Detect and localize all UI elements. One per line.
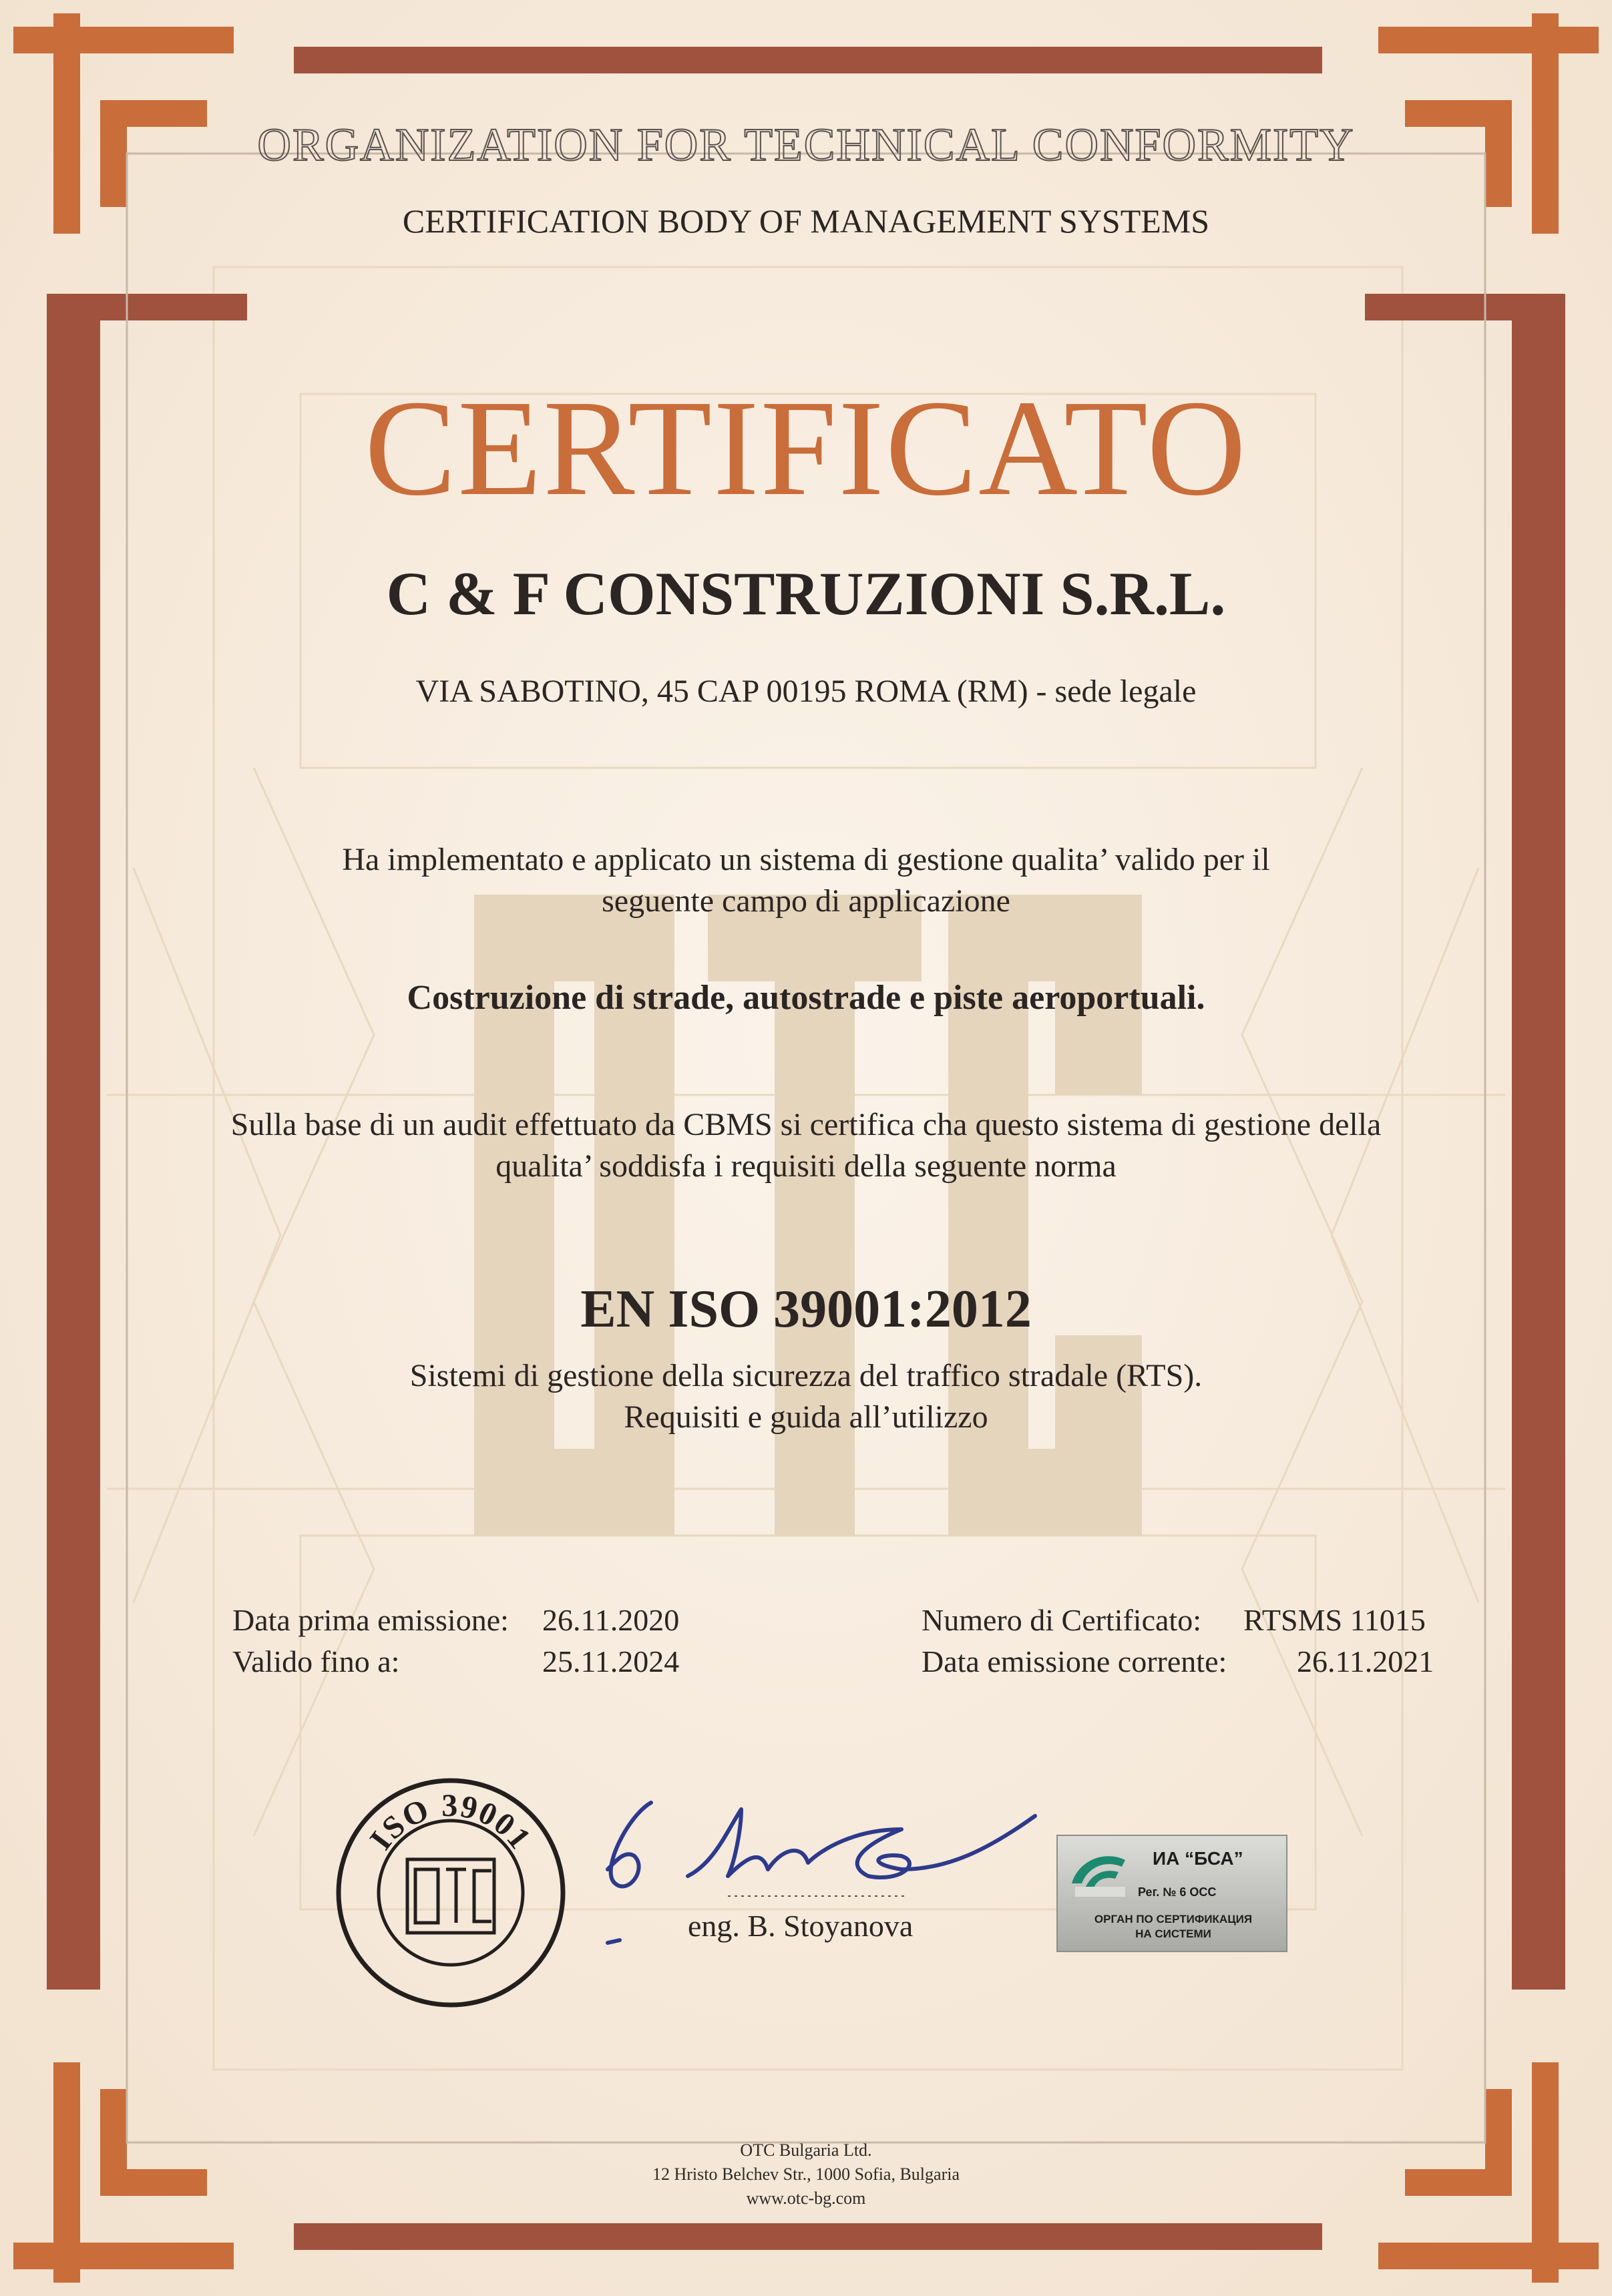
scope-of-application: Costruzione di strade, autostrade e piste aeroportuali. xyxy=(407,979,1205,1017)
organization-name: ORGANIZATION FOR TECHNICAL CONFORMITY xyxy=(257,120,1355,171)
seal-ring-text: ISO 39001 xyxy=(363,1787,539,1857)
standard-code: EN ISO 39001:2012 xyxy=(580,1280,1032,1339)
bsa-logo-icon xyxy=(1068,1847,1129,1900)
badge-registration: Рег. № 6 ОСС xyxy=(1138,1885,1217,1899)
badge-title: ИА “БСА” xyxy=(1153,1848,1243,1869)
standard-description xyxy=(0,1355,1612,1438)
badge-desc-line-2: НА СИСТЕМИ xyxy=(1135,1927,1211,1940)
standard-desc-line-2: Requisiti e guida all’utilizzo xyxy=(624,1399,988,1435)
current-issue-value: 26.11.2021 xyxy=(1297,1644,1434,1678)
cert-number-label: Numero di Certificato: xyxy=(922,1603,1201,1637)
badge-desc-line-1: ОРГАН ПО СЕРТИФИКАЦИЯ xyxy=(1094,1913,1253,1925)
intro-text xyxy=(0,839,1612,922)
certification-body-name: CERTIFICATION BODY OF MANAGEMENT SYSTEMS xyxy=(402,202,1210,240)
first-issue-value: 26.11.2020 xyxy=(542,1603,680,1637)
badge-description xyxy=(1071,1912,1275,1941)
cert-number-value: RTSMS 11015 xyxy=(1243,1603,1426,1637)
valid-until-label: Valido fino a: xyxy=(232,1644,400,1678)
footer-website[interactable]: www.otc-bg.com xyxy=(746,2189,866,2208)
audit-line-1: Sulla base di un audit effettuato da CBMS si certifica cha questo sistema di gestione della xyxy=(230,1107,1382,1142)
audit-line-2: qualita’ soddisfa i requisiti della seguente norma xyxy=(495,1148,1117,1184)
first-issue-label: Data prima emissione: xyxy=(232,1603,509,1637)
company-name: C & F CONSTRUZIONI S.R.L. xyxy=(386,559,1226,628)
standard-desc-line-1: Sistemi di gestione della sicurezza del traffico stradale (RTS). xyxy=(409,1358,1203,1393)
footer-company: OTC Bulgaria Ltd. xyxy=(740,2140,872,2160)
intro-line-1: Ha implementato e applicato un sistema di gestione qualita’ valido per il xyxy=(342,842,1270,877)
footer xyxy=(0,2138,1612,2211)
signatory-name: eng. B. Stoyanova xyxy=(688,1909,914,1943)
certificate-title: CERTIFICATO xyxy=(364,371,1248,524)
footer-address: 12 Hristo Belchev Str., 1000 Sofia, Bulgaria xyxy=(652,2164,960,2184)
audit-text xyxy=(0,1104,1612,1187)
iso-seal xyxy=(334,1776,568,2010)
accreditation-badge xyxy=(1056,1835,1287,1952)
current-issue-label: Data emissione corrente: xyxy=(922,1644,1227,1678)
valid-until-value: 25.11.2024 xyxy=(542,1644,680,1678)
company-address: VIA SABOTINO, 45 CAP 00195 ROMA (RM) - sede legale xyxy=(415,674,1197,709)
intro-line-2: seguente campo di applicazione xyxy=(602,883,1010,919)
